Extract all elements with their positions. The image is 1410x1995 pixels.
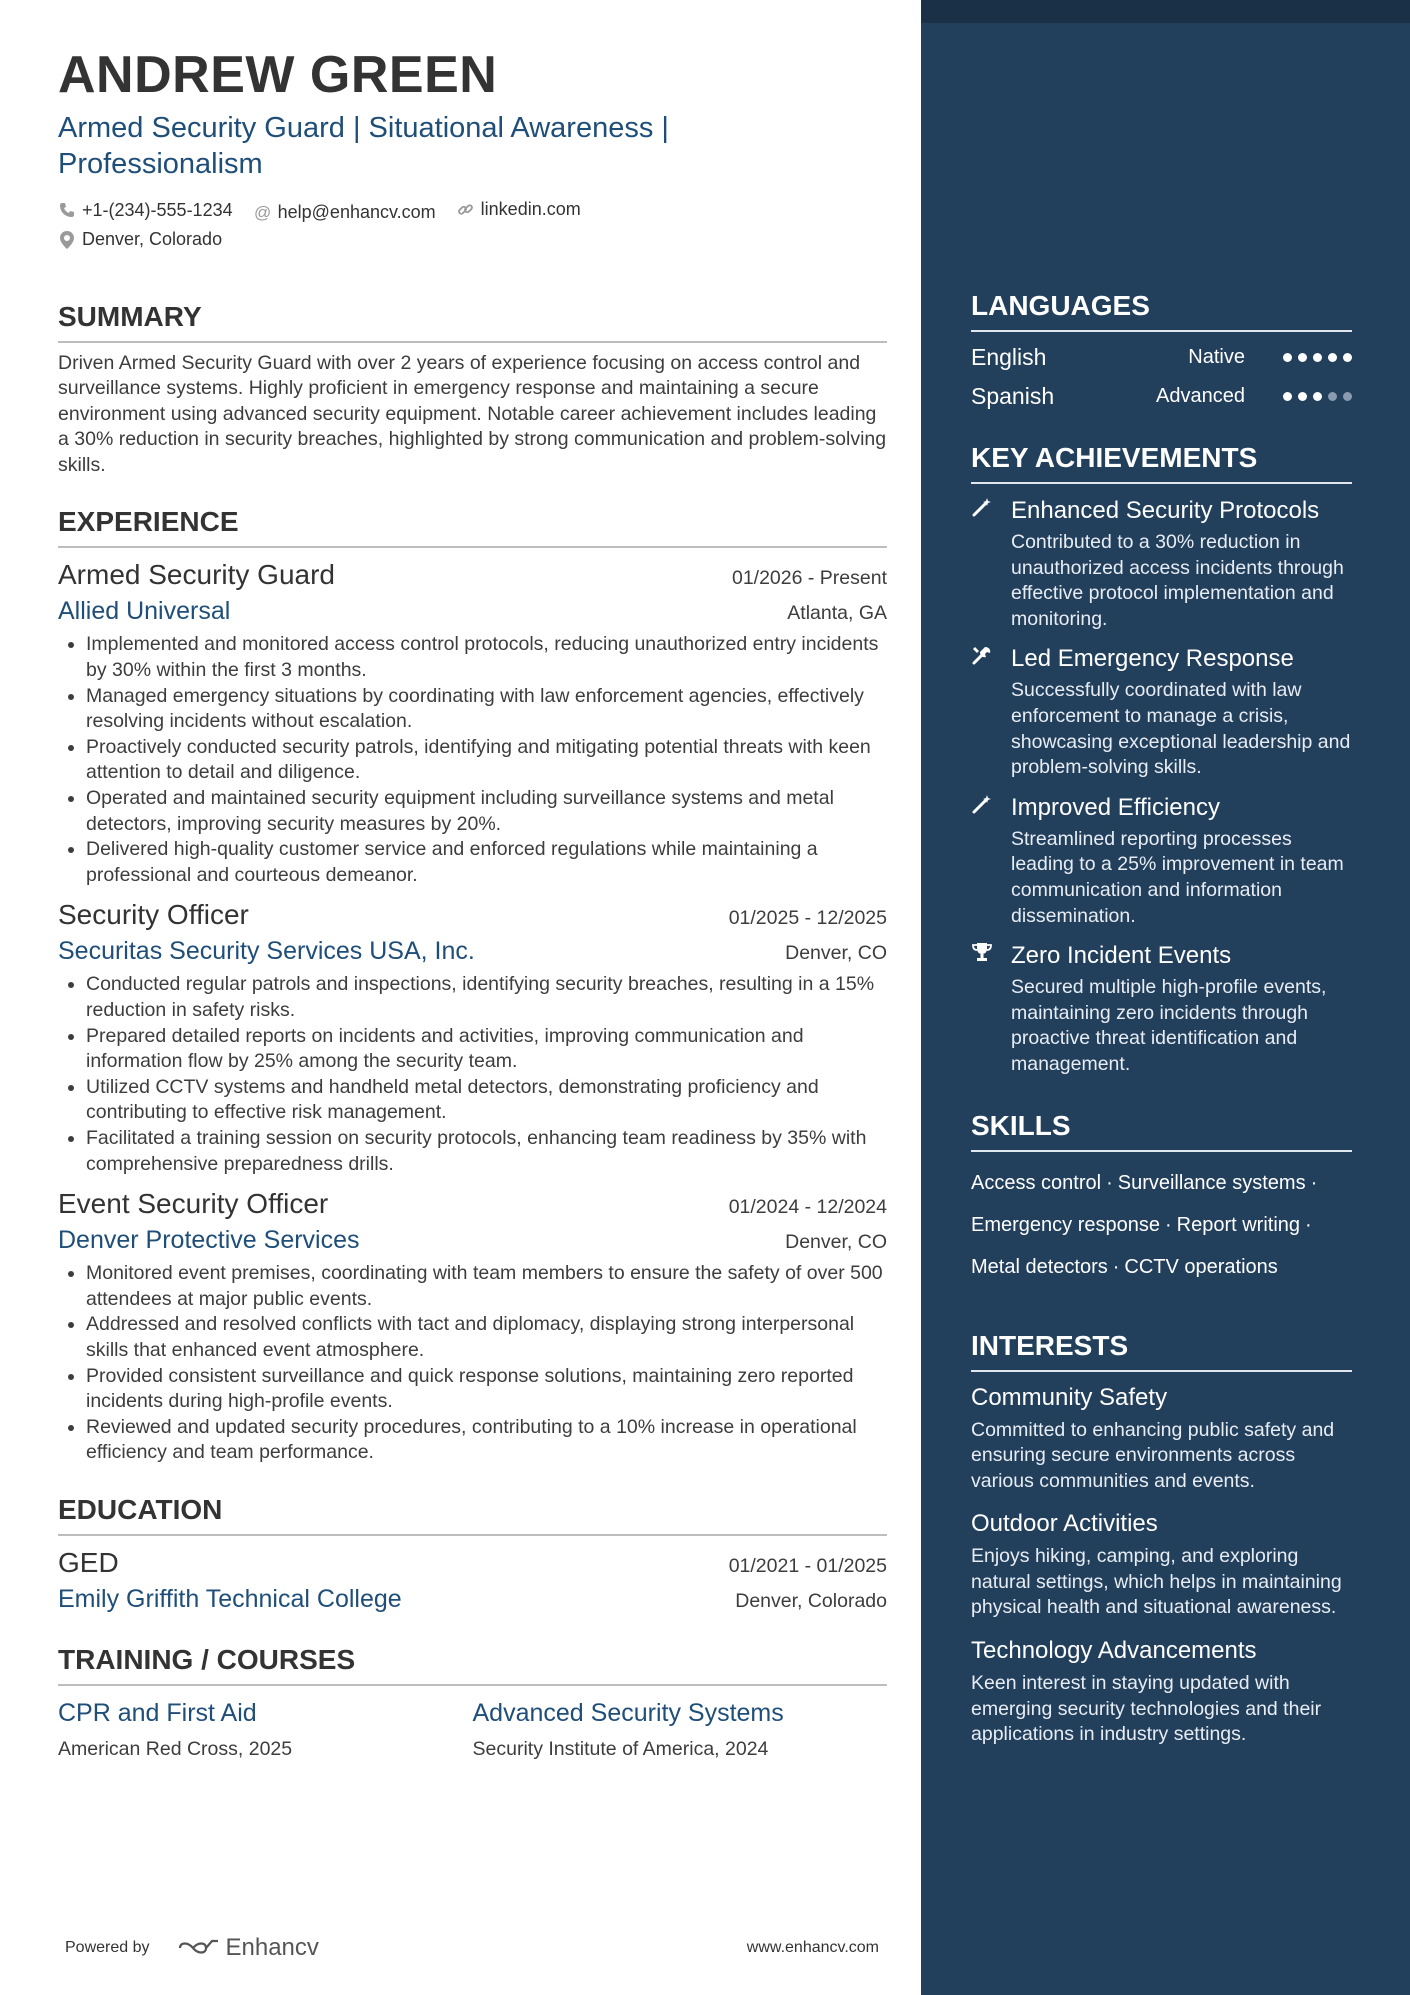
enhancv-logo[interactable] bbox=[176, 1934, 319, 1962]
education-title: EDUCATION bbox=[58, 1492, 887, 1536]
interest-desc: Keen interest in staying updated with emerging security technologies and their applications in industry settings. bbox=[971, 1672, 1322, 1746]
training-item bbox=[473, 1696, 888, 1761]
job-role: Event Security Officer bbox=[58, 1188, 329, 1220]
job-bullet: • Reviewed and updated security procedures, contributing to a 10% increase in operational efficiency and team performance. bbox=[86, 1415, 887, 1466]
achievement-title: Enhanced Security Protocols bbox=[1011, 497, 1320, 524]
interest-item bbox=[971, 1382, 1352, 1495]
powered-by-text: Powered by bbox=[65, 1939, 150, 1956]
job-entry bbox=[58, 896, 887, 1177]
phone-text: +1-(234)-555-1234 bbox=[82, 200, 233, 220]
education-dates: 01/2021 - 01/2025 bbox=[728, 1554, 887, 1577]
footer-url[interactable]: www.enhancv.com bbox=[746, 1939, 879, 1956]
achievements-section bbox=[971, 440, 1352, 1078]
job-bullet: • Proactively conducted security patrols, identifying and mitigating potential threats with keen attention to detail and diligence. bbox=[86, 735, 887, 786]
skills-section bbox=[971, 1108, 1352, 1288]
achievement-desc: Successfully coordinated with law enforcement to manage a crisis, showcasing exceptional leadership and problem-solving skills. bbox=[1011, 679, 1351, 779]
languages-title: LANGUAGES bbox=[971, 288, 1352, 332]
job-dates: 01/2025 - 12/2025 bbox=[728, 907, 887, 930]
interest-item bbox=[971, 1508, 1352, 1621]
training-item-title: CPR and First Aid bbox=[58, 1698, 257, 1727]
achievement-desc: Contributed to a 30% reduction in unauthorized access incidents through effective protocol implementation and monitoring. bbox=[1011, 531, 1344, 630]
training-item-provider: Security Institute of America, 2024 bbox=[472, 1737, 769, 1760]
job-dates: 01/2026 - Present bbox=[731, 567, 887, 590]
job-bullet: • Provided consistent surveillance and quick response solutions, maintaining zero reported incidents during high-profile events. bbox=[86, 1364, 887, 1415]
infinity-logo-icon bbox=[176, 1937, 222, 1959]
skill-item: Surveillance systems bbox=[1117, 1171, 1306, 1194]
trophy-icon bbox=[971, 941, 1011, 1077]
summary-text: Driven Armed Security Guard with over 2 years of experience focusing on access control and surveillance systems. Highly proficient in emergency response and maintaining a secure environment using advanced security equipment. Notable career achievement includes leading a 30% reduction in security breaches, highlighted by strong communication and problem-solving skills. bbox=[58, 351, 887, 476]
training-item-title: Advanced Security Systems bbox=[472, 1698, 784, 1727]
job-bullet: • Addressed and resolved conflicts with tact and diplomacy, displaying strong interpersonal skills that enhanced event atmosphere. bbox=[86, 1312, 887, 1363]
job-bullet: • Utilized CCTV systems and handheld metal detectors, demonstrating proficiency and contributing to effective risk management. bbox=[86, 1075, 887, 1126]
contact-location bbox=[58, 226, 222, 253]
skill-item: CCTV operations bbox=[1124, 1255, 1278, 1278]
education-degree: GED bbox=[58, 1546, 119, 1578]
footer bbox=[65, 1928, 879, 1968]
magic-wand-icon bbox=[971, 496, 1011, 632]
location-text: Denver, Colorado bbox=[82, 229, 223, 249]
language-rating bbox=[1277, 392, 1352, 401]
job-entry bbox=[58, 556, 887, 888]
language-level: Native bbox=[1188, 346, 1245, 368]
education-section bbox=[58, 1492, 887, 1616]
languages-section bbox=[971, 288, 1352, 410]
linkedin-text: linkedin.com bbox=[480, 199, 581, 219]
skill-item: Emergency response bbox=[971, 1213, 1160, 1236]
experience-section bbox=[58, 504, 887, 1465]
job-bullet: • Operated and maintained security equipment including surveillance systems and metal detectors, improving security measures by 20%. bbox=[86, 786, 887, 837]
candidate-name: ANDREW GREEN bbox=[58, 46, 498, 104]
achievement-title: Improved Efficiency bbox=[1011, 793, 1220, 821]
summary-title: SUMMARY bbox=[58, 299, 887, 343]
sidebar bbox=[921, 0, 1410, 1995]
language-item bbox=[971, 344, 1352, 371]
achievements-title: KEY ACHIEVEMENTS bbox=[971, 440, 1352, 484]
skill-item: Report writing bbox=[1176, 1213, 1301, 1236]
email-text: help@enhancv.com bbox=[277, 202, 436, 222]
job-bullets bbox=[58, 972, 887, 1177]
skill-item: Access control bbox=[971, 1171, 1102, 1194]
job-entry bbox=[58, 1185, 887, 1466]
language-item bbox=[971, 383, 1352, 410]
job-bullets bbox=[58, 632, 887, 888]
interest-title: Outdoor Activities bbox=[971, 1510, 1158, 1538]
interests-title: INTERESTS bbox=[971, 1328, 1352, 1372]
skills-title: SKILLS bbox=[971, 1108, 1352, 1152]
summary-section bbox=[58, 299, 887, 479]
job-company: Securitas Security Services USA, Inc. bbox=[58, 937, 475, 966]
job-location: Atlanta, GA bbox=[787, 602, 887, 625]
language-name: English bbox=[971, 344, 1047, 370]
headline: Armed Security Guard | Situational Awareness | Professionalism bbox=[58, 112, 669, 180]
job-company: Denver Protective Services bbox=[58, 1226, 360, 1255]
job-bullet: • Implemented and monitored access control protocols, reducing unauthorized entry incidents by 30% within the first 3 months. bbox=[86, 632, 887, 683]
achievement-desc: Streamlined reporting processes leading to a 25% improvement in team communication and information dissemination. bbox=[1011, 827, 1344, 927]
phone-icon bbox=[58, 202, 76, 220]
contact-info bbox=[58, 196, 887, 257]
tools-icon bbox=[971, 644, 1011, 780]
interest-item bbox=[971, 1635, 1352, 1748]
job-bullet: • Monitored event premises, coordinating with team members to ensure the safety of over 500 attendees at major public events. bbox=[86, 1261, 887, 1312]
interests-section bbox=[971, 1328, 1352, 1748]
contact-phone[interactable] bbox=[58, 197, 233, 224]
interest-title: Technology Advancements bbox=[971, 1637, 1257, 1665]
job-dates: 01/2024 - 12/2024 bbox=[728, 1196, 887, 1219]
job-location: Denver, CO bbox=[785, 942, 887, 965]
language-rating bbox=[1277, 353, 1352, 362]
at-icon: @ bbox=[253, 202, 272, 222]
achievement-item bbox=[971, 793, 1352, 929]
skill-item: Metal detectors bbox=[971, 1255, 1108, 1278]
sidebar-top-bar bbox=[921, 0, 1410, 23]
language-name: Spanish bbox=[971, 383, 1055, 409]
contact-linkedin[interactable] bbox=[457, 196, 581, 223]
magic-wand-icon bbox=[971, 793, 1011, 929]
education-school: Emily Griffith Technical College bbox=[58, 1584, 402, 1613]
interest-desc: Enjoys hiking, camping, and exploring natural settings, which helps in maintaining physical health and situational awareness. bbox=[971, 1545, 1342, 1619]
interest-title: Community Safety bbox=[971, 1383, 1168, 1411]
skills-list: Access control · Surveillance systems · Emergency response · Report writing · Metal detectors · CCTV operations bbox=[971, 1171, 1318, 1278]
achievement-desc: Secured multiple high-profile events, maintaining zero incidents through proactive threat identification and management. bbox=[1011, 976, 1327, 1075]
achievement-title: Led Emergency Response bbox=[1011, 645, 1294, 673]
job-bullets bbox=[58, 1261, 887, 1466]
job-bullet: • Prepared detailed reports on incidents and activities, improving communication and information flow by 25% among the security team. bbox=[86, 1024, 887, 1075]
training-item bbox=[58, 1696, 473, 1761]
achievement-title: Zero Incident Events bbox=[1011, 942, 1232, 970]
brand-text: Enhancv bbox=[225, 1934, 319, 1961]
main-column bbox=[58, 44, 887, 1761]
job-bullet: • Managed emergency situations by coordinating with law enforcement agencies, effectively resolving incidents without escalation. bbox=[86, 684, 887, 735]
job-role: Armed Security Guard bbox=[58, 559, 335, 591]
training-section bbox=[58, 1642, 887, 1761]
education-location: Denver, Colorado bbox=[735, 1589, 887, 1612]
achievement-item bbox=[971, 644, 1352, 780]
location-pin-icon bbox=[58, 231, 76, 249]
job-company: Allied Universal bbox=[58, 597, 231, 626]
achievement-item bbox=[971, 496, 1352, 632]
job-bullet: • Facilitated a training session on security protocols, enhancing team readiness by 35% with comprehensive preparedness drills. bbox=[86, 1126, 887, 1177]
achievement-item bbox=[971, 941, 1352, 1077]
training-title: TRAINING / COURSES bbox=[58, 1642, 887, 1686]
interest-desc: Committed to enhancing public safety and ensuring secure environments across various communities and events. bbox=[971, 1418, 1335, 1492]
experience-title: EXPERIENCE bbox=[58, 504, 887, 548]
language-level: Advanced bbox=[1156, 385, 1245, 407]
link-icon bbox=[457, 201, 475, 219]
job-location: Denver, CO bbox=[785, 1231, 887, 1254]
job-bullet: • Conducted regular patrols and inspections, identifying security breaches, resulting in a 15% reduction in safety risks. bbox=[86, 972, 887, 1023]
job-role: Security Officer bbox=[58, 899, 249, 931]
training-item-provider: American Red Cross, 2025 bbox=[58, 1737, 293, 1760]
contact-email[interactable] bbox=[254, 199, 436, 226]
job-bullet: • Delivered high-quality customer service and enforced regulations while maintaining a professional and courteous demeanor. bbox=[86, 837, 887, 888]
